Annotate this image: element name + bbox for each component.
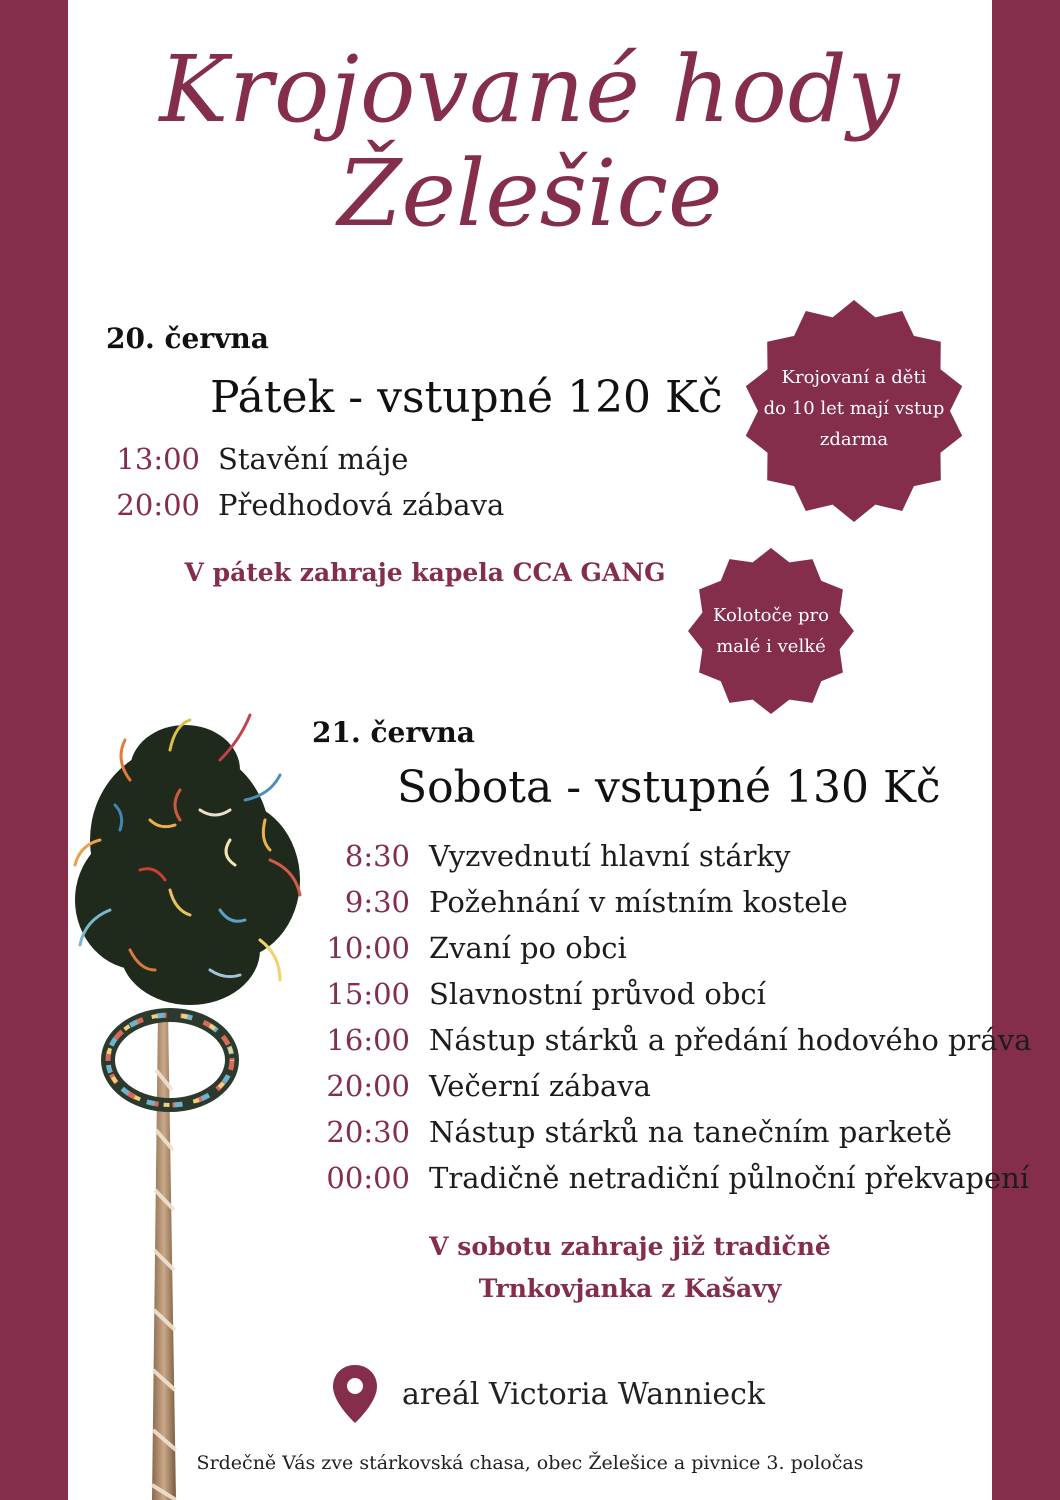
saturday-heading: Sobota - vstupné 130 Kč [397,762,941,813]
schedule-time: 10:00 [326,931,410,965]
maypole-illustration [70,710,320,1500]
schedule-time: 20:00 [326,1069,410,1103]
schedule-row [310,931,1010,971]
schedule-time: 8:30 [344,839,410,873]
poster-subtitle-village: Želešice [337,140,723,247]
map-pin-icon [330,1363,380,1425]
schedule-row [100,488,700,528]
free-entry-badge [743,300,965,522]
schedule-text: Stavění máje [218,442,409,476]
carousel-badge [688,548,854,714]
schedule-text: Předhodová zábava [218,488,505,522]
schedule-time: 16:00 [326,1023,410,1057]
saturday-band-note: V sobotu zahraje již tradičně [429,1232,831,1261]
schedule-time: 15:00 [326,977,410,1011]
location-text: areál Victoria Wannieck [402,1377,766,1412]
friday-heading: Pátek - vstupné 120 Kč [210,372,723,423]
schedule-text: Nástup stárků a předání hodového práva [429,1023,1032,1057]
schedule-time: 13:00 [116,442,200,476]
schedule-row [310,1115,1010,1155]
schedule-time: 20:30 [326,1115,410,1149]
schedule-text: Slavnostní průvod obcí [429,977,766,1011]
schedule-text: Vyzvednutí hlavní stárky [429,839,791,873]
schedule-text: Zvaní po obci [429,931,627,965]
invitation-footer: Srdečně Vás zve stárkovská chasa, obec Želešice a pivnice 3. poločas [196,1452,864,1474]
schedule-text: Požehnání v místním kostele [429,885,848,919]
badge-line: Kolotoče pro [713,605,829,626]
saturday-date: 21. června [312,716,475,749]
schedule-row [310,1161,1030,1201]
schedule-text: Tradičně netradiční půlnoční překvapení [429,1161,1030,1195]
schedule-time: 20:00 [116,488,200,522]
schedule-text: Večerní zábava [429,1069,651,1103]
saturday-band-name: Trnkovjanka z Kašavy [478,1274,782,1303]
schedule-row [310,1069,1010,1109]
badge-line: do 10 let mají vstup [763,398,945,419]
schedule-row [310,1023,1032,1063]
badge-line: zdarma [819,429,889,450]
badge-line: Krojovaní a děti [781,367,927,388]
schedule-row [100,442,700,482]
badge-line: malé i velké [716,636,826,657]
friday-band-note: V pátek zahraje kapela CCA GANG [184,558,666,587]
schedule-text: Nástup stárků na tanečním parketě [429,1115,952,1149]
poster-title: Krojované hody [159,36,901,143]
schedule-time: 9:30 [344,885,410,919]
schedule-row [310,839,1010,879]
schedule-time: 00:00 [326,1161,410,1195]
friday-date: 20. června [106,322,269,355]
schedule-row [310,885,1010,925]
schedule-row [310,977,1010,1017]
